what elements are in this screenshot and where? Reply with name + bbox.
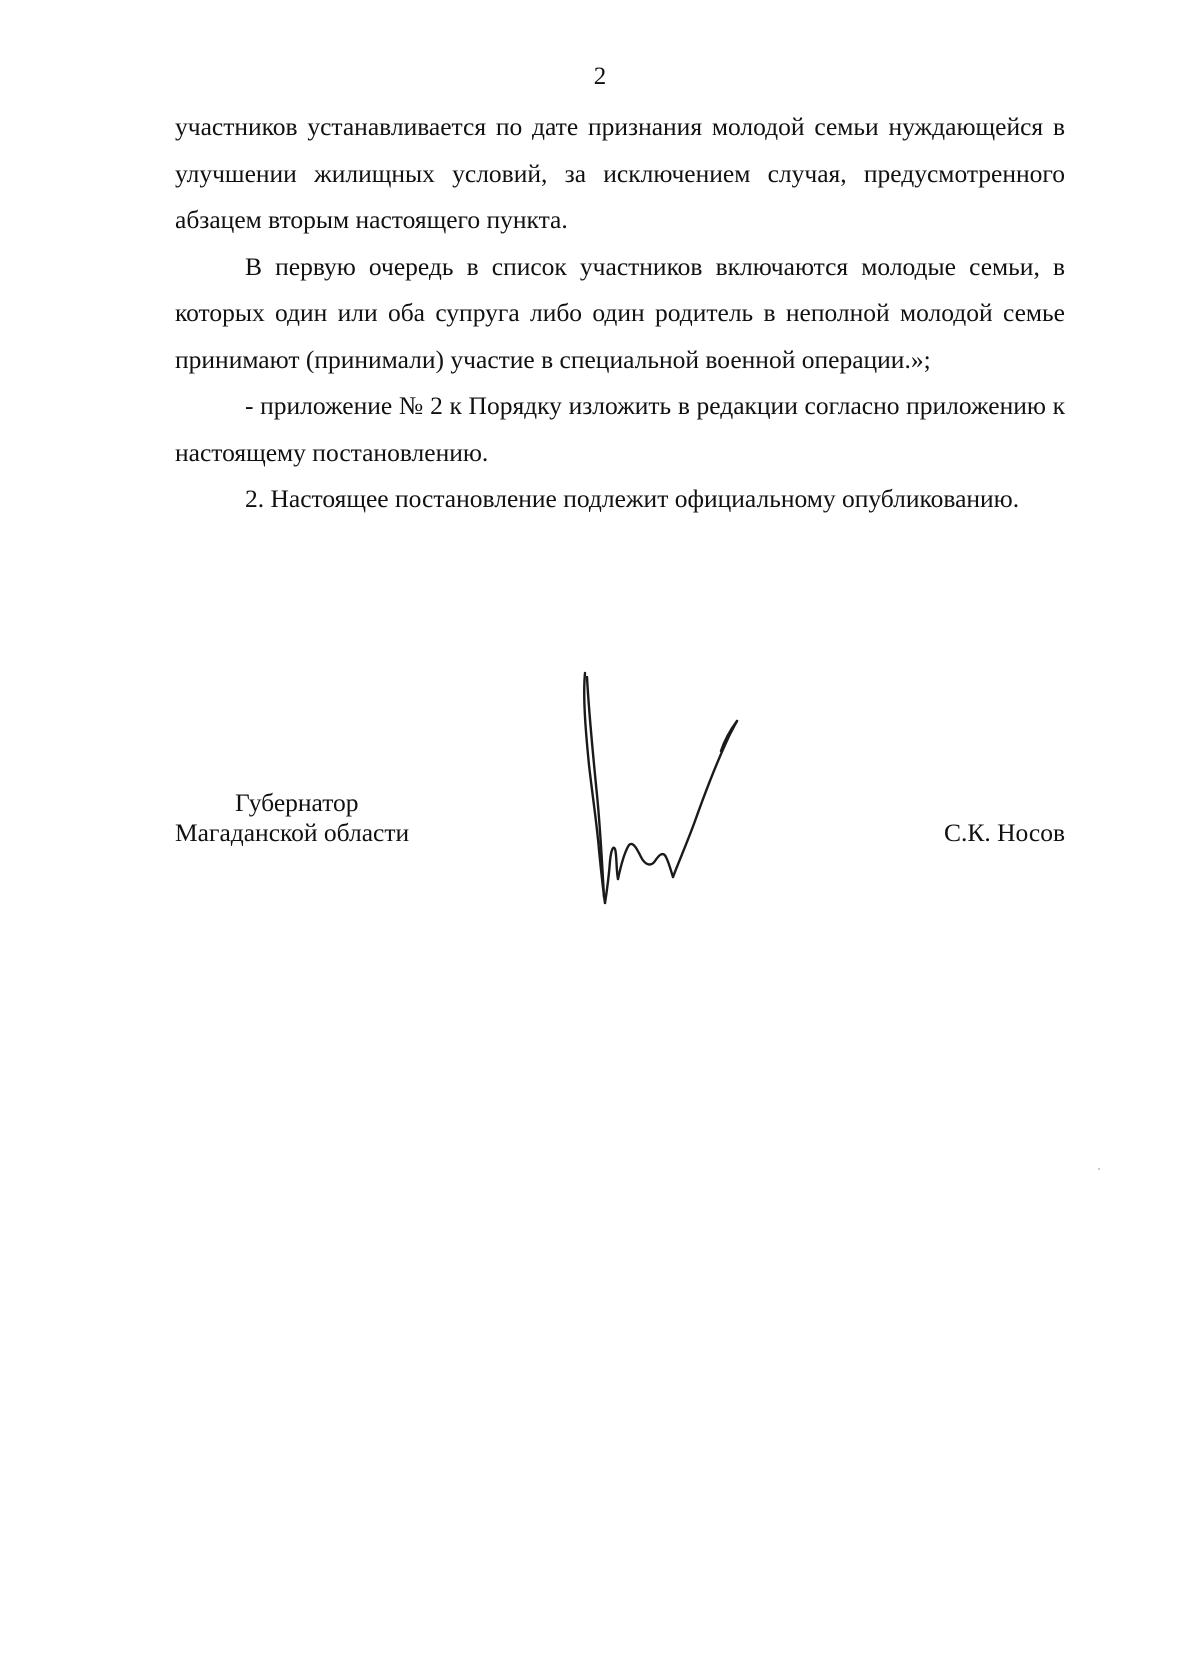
paragraph-appendix-amendment: - приложение № 2 к Порядку изложить в редакции согласно приложению к настоящему постановлению. — [175, 391, 1065, 467]
document-body — [175, 104, 1065, 523]
signatory-name: С.К. Носов — [943, 818, 1065, 847]
position-line-2: Магаданской области — [175, 818, 410, 847]
paragraph-priority-families: В первую очередь в список участников включаются молодые семьи, в которых один или оба супруга либо один родитель в неполной молодой семье принимают (принимали) участие в специальной военной операции.»; — [175, 251, 1065, 374]
signature-block — [175, 788, 1065, 868]
scan-artifact — [1098, 1168, 1100, 1170]
page-number: 2 — [593, 63, 607, 90]
position-line-1: Губернатор — [235, 788, 359, 817]
signatory-position — [175, 788, 435, 848]
paragraph-publication: 2. Настоящее постановление подлежит официальному опубликованию. — [245, 484, 1020, 513]
paragraph-participants-order: участников устанавливается по дате признания молодой семьи нуждающейся в улучшении жилищных условий, за исключением случая, предусмотренного абзацем вторым настоящего пункта. — [175, 112, 1065, 234]
